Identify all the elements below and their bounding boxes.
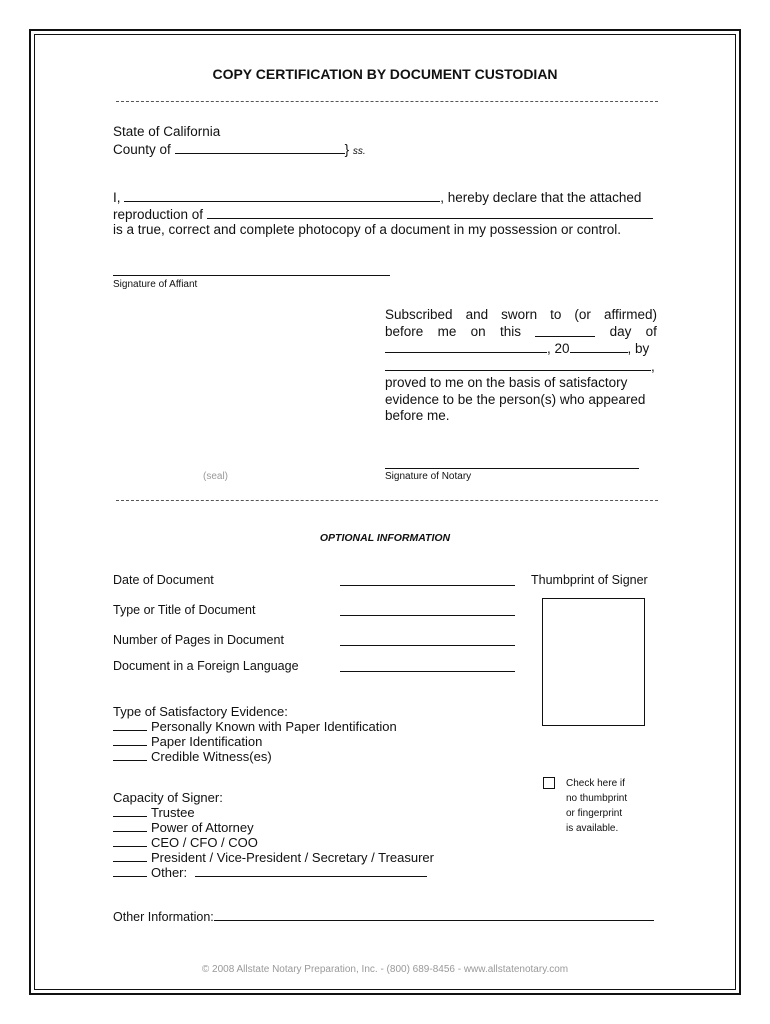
middle-divider bbox=[116, 500, 658, 501]
field-pages-label: Number of Pages in Document bbox=[113, 633, 284, 647]
evidence-label: Credible Witness(es) bbox=[151, 749, 272, 764]
note-line: is available. bbox=[566, 823, 619, 834]
capacity-heading: Capacity of Signer: bbox=[113, 790, 223, 805]
state-label: State of California bbox=[113, 124, 221, 139]
evidence-blank[interactable] bbox=[113, 745, 147, 746]
footer-copyright: © 2008 Allstate Notary Preparation, Inc. - (800) 689-8456 - www.allstatenotary.com bbox=[201, 964, 569, 975]
evidence-section bbox=[113, 704, 397, 764]
no-thumbprint-checkbox[interactable] bbox=[543, 777, 555, 789]
jurat-word: day bbox=[609, 323, 632, 339]
capacity-option[interactable] bbox=[113, 820, 434, 835]
true-copy-statement: is a true, correct and complete photocopy of a document in my possession or control. bbox=[113, 222, 622, 237]
capacity-label: CEO / CFO / COO bbox=[151, 835, 258, 850]
capacity-blank[interactable] bbox=[113, 846, 147, 847]
declarant-row bbox=[113, 189, 641, 205]
capacity-blank[interactable] bbox=[113, 816, 147, 817]
field-pages-line[interactable] bbox=[340, 645, 515, 646]
affiant-signature-label: Signature of Affiant bbox=[113, 279, 198, 290]
evidence-label: Personally Known with Paper Identification bbox=[151, 719, 397, 734]
capacity-label: Trustee bbox=[151, 805, 195, 820]
county-row bbox=[113, 141, 366, 157]
declarant-prefix: I, bbox=[113, 190, 121, 205]
signer-comma: , bbox=[651, 358, 655, 374]
county-field[interactable] bbox=[175, 141, 345, 154]
year-field[interactable] bbox=[570, 340, 628, 353]
jurat-word: on bbox=[470, 323, 486, 339]
evidence-option[interactable] bbox=[113, 734, 397, 749]
venue-brace: } bbox=[344, 142, 350, 157]
jurat-word: this bbox=[499, 323, 521, 339]
jurat-block bbox=[385, 307, 657, 425]
ss-label: ss. bbox=[352, 146, 366, 157]
reproduction-row bbox=[113, 206, 653, 222]
jurat-word: before bbox=[385, 323, 424, 339]
jurat-line-7: before me. bbox=[385, 408, 450, 423]
jurat-line-3 bbox=[385, 340, 657, 358]
capacity-option[interactable] bbox=[113, 835, 434, 850]
capacity-blank[interactable] bbox=[113, 861, 147, 862]
jurat-word: of bbox=[645, 323, 657, 339]
capacity-option[interactable] bbox=[113, 865, 434, 880]
field-title-line[interactable] bbox=[340, 615, 515, 616]
optional-heading: OPTIONAL INFORMATION bbox=[319, 532, 451, 544]
jurat-line-6: evidence to be the person(s) who appeared bbox=[385, 391, 646, 407]
field-date-line[interactable] bbox=[340, 585, 515, 586]
capacity-option[interactable] bbox=[113, 805, 434, 820]
evidence-blank[interactable] bbox=[113, 730, 147, 731]
seal-label: (seal) bbox=[203, 471, 229, 482]
jurat-word: Subscribed bbox=[385, 307, 453, 322]
notary-signature-line[interactable] bbox=[385, 468, 639, 469]
evidence-option[interactable] bbox=[113, 719, 397, 734]
month-field[interactable] bbox=[385, 340, 547, 353]
affiant-signature-line[interactable] bbox=[113, 275, 390, 276]
evidence-option[interactable] bbox=[113, 749, 397, 764]
jurat-line-4 bbox=[385, 358, 657, 376]
other-info-row bbox=[113, 908, 654, 924]
thumbprint-label: Thumbprint of Signer bbox=[531, 573, 648, 587]
county-label: County of bbox=[113, 142, 171, 157]
evidence-blank[interactable] bbox=[113, 760, 147, 761]
capacity-label: President / Vice-President / Secretary / Treasurer bbox=[151, 850, 434, 865]
other-info-field[interactable] bbox=[214, 908, 654, 921]
capacity-other-field[interactable] bbox=[195, 865, 427, 877]
jurat-word: sworn bbox=[501, 307, 538, 322]
form-title: COPY CERTIFICATION BY DOCUMENT CUSTODIAN bbox=[212, 66, 558, 82]
evidence-label: Paper Identification bbox=[151, 734, 263, 749]
jurat-line-5: proved to me on the basis of satisfactory bbox=[385, 375, 628, 390]
field-date-label: Date of Document bbox=[113, 573, 214, 587]
other-info-label: Other Information: bbox=[113, 910, 214, 924]
note-line: no thumbprint bbox=[566, 793, 628, 804]
year-prefix: , 20 bbox=[547, 341, 570, 356]
field-language-label: Document in a Foreign Language bbox=[113, 659, 299, 673]
capacity-label: Power of Attorney bbox=[151, 820, 254, 835]
capacity-section bbox=[113, 790, 434, 880]
reproduction-field[interactable] bbox=[207, 206, 653, 219]
signer-name-field[interactable] bbox=[385, 358, 651, 371]
by-label: , by bbox=[627, 341, 650, 356]
jurat-line-2 bbox=[385, 324, 657, 341]
day-field[interactable] bbox=[535, 324, 595, 337]
thumbprint-box[interactable] bbox=[542, 598, 645, 726]
capacity-option[interactable] bbox=[113, 850, 434, 865]
reproduction-label: reproduction of bbox=[113, 207, 204, 222]
jurat-line-1 bbox=[385, 307, 657, 324]
note-line: Check here if bbox=[566, 778, 625, 789]
field-language-line[interactable] bbox=[340, 671, 515, 672]
capacity-blank[interactable] bbox=[113, 831, 147, 832]
jurat-word: affirmed) bbox=[603, 307, 657, 322]
declarant-name-field[interactable] bbox=[124, 189, 440, 202]
jurat-word: me bbox=[437, 323, 457, 339]
capacity-blank[interactable] bbox=[113, 876, 147, 877]
capacity-label: Other: bbox=[151, 865, 188, 880]
evidence-heading: Type of Satisfactory Evidence: bbox=[113, 704, 288, 719]
no-thumbprint-note bbox=[566, 776, 627, 836]
jurat-word: (or bbox=[574, 307, 591, 322]
top-divider bbox=[116, 101, 658, 102]
jurat-word: and bbox=[465, 307, 489, 322]
notary-signature-label: Signature of Notary bbox=[385, 471, 472, 482]
note-line: or fingerprint bbox=[566, 808, 623, 819]
declaration-text: , hereby declare that the attached bbox=[440, 190, 642, 205]
jurat-word: to bbox=[550, 307, 562, 322]
field-title-label: Type or Title of Document bbox=[113, 603, 256, 617]
